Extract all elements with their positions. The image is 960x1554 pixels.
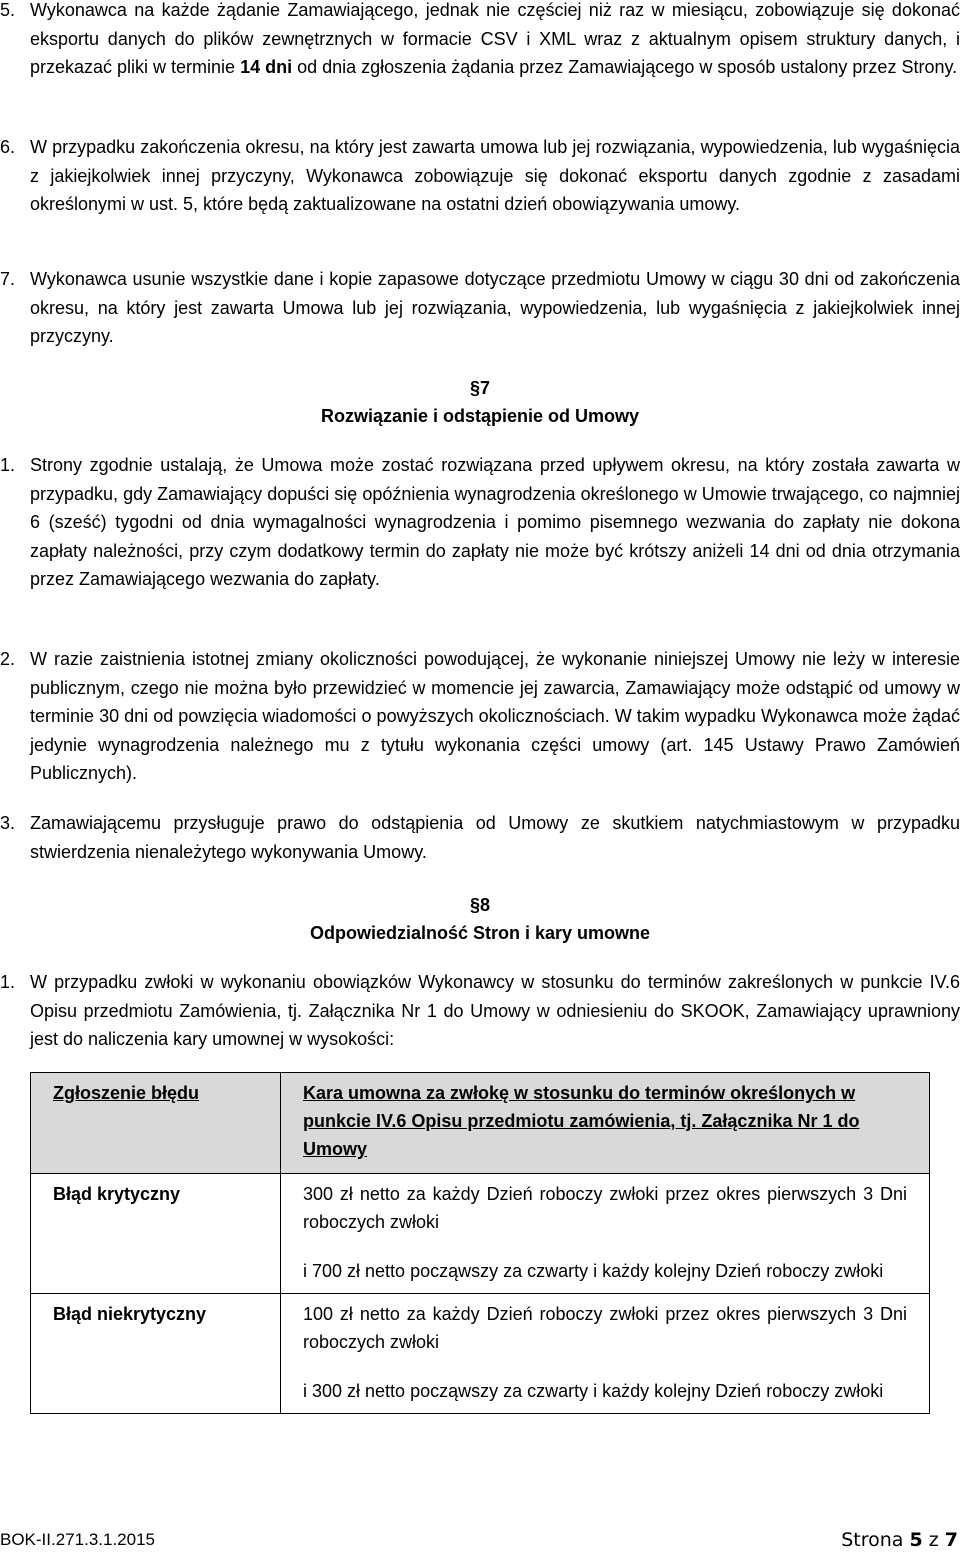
paragraph-5 (0, 0, 960, 82)
table-header-text: Kara umowna za zwłokę w stosunku do terminów określonych w punkcie IV.6 Opisu przedmiotu zamówienia, tj. Załącznika Nr 1 do Umowy (303, 1083, 860, 1159)
page-separator: z (928, 1529, 939, 1551)
paragraph-number: 6. (0, 137, 16, 157)
paragraph-text-part: Wykonawca na każde żądanie Zamawiającego, jednak nie częściej niż raz w miesiącu, zobowiązuje się dokonać eksportu danych do plików zewnętrznych w formacie CSV i XML wraz z aktualnym opisem struktury danych, i przekazać pliki w terminie (30, 0, 960, 77)
penalty-line: i 700 zł netto począwszy za czwarty i każdy kolejny Dzień roboczy zwłoki (303, 1261, 884, 1281)
section-8-item-1 (0, 968, 960, 1054)
page-current: 5 (909, 1529, 923, 1551)
paragraph-text: W przypadku zakończenia okresu, na który jest zawarta umowa lub jej rozwiązania, wypowiedzenia, lub wygaśnięcia z jakiejkolwiek innej przyczyny, Wykonawca zobowiązuje się dokonać eksportu danych zgodnie z zasadami określonymi w ust. 5, które będą zaktualizowane na ostatni dzień obowiązywania umowy. (30, 137, 960, 214)
paragraph-7 (0, 265, 960, 351)
paragraph-number: 5. (0, 0, 16, 20)
paragraph-text-bold: 14 dni (240, 57, 293, 77)
paragraph-text: Wykonawca usunie wszystkie dane i kopie zapasowe dotyczące przedmiotu Umowy w ciągu 30 dni od zakończenia okresu, na który jest zawarta Umowa lub jej rozwiązania, wypowiedzenia, lub wygaśnięcia z jakiejkolwiek innej przyczyny. (30, 269, 960, 346)
page-label: Strona (841, 1529, 904, 1551)
paragraph-text (0, 0, 960, 82)
section-7-heading (0, 374, 960, 430)
paragraph-number: 3. (0, 813, 16, 833)
penalty-table (30, 1072, 930, 1414)
section-number (0, 374, 960, 402)
table-header-cell (281, 1073, 930, 1174)
section-title: Rozwiązanie i odstąpienie od Umowy (320, 406, 640, 426)
paragraph-text: Strony zgodnie ustalają, że Umowa może zostać rozwiązana przed upływem okresu, na który została zawarta w przypadku, gdy Zamawiający dopuści się opóźnienia wynagrodzenia określonego w Umowie trwającego, co najmniej 6 (sześć) tygodni od dnia wymagalności wynagrodzenia i pomimo pisemnego wezwania do zapłaty nie dokona zapłaty należności, przy czym dodatkowy termin do zapłaty nie może być krótszy aniżeli 14 dni od dnia otrzymania przez Zamawiającego wezwania do zapłaty. (30, 455, 960, 589)
table-cell-label: Błąd niekrytyczny (31, 1294, 281, 1414)
table-header-text: Zgłoszenie błędu (53, 1083, 200, 1103)
table-header-row (31, 1073, 930, 1174)
page-total: 7 (944, 1529, 958, 1551)
penalty-line: 100 zł netto za każdy Dzień roboczy zwłoki przez okres pierwszych 3 Dni roboczych zwłoki (303, 1304, 907, 1352)
table-cell-penalty (281, 1294, 930, 1414)
paragraph-6 (0, 133, 960, 219)
section-title: Odpowiedzialność Stron i kary umowne (309, 923, 651, 943)
page-counter (841, 1528, 958, 1552)
paragraph-text: Zamawiającemu przysługuje prawo do odstąpienia od Umowy ze skutkiem natychmiastowym w przypadku stwierdzenia nienależytego wykonywania Umowy. (30, 813, 960, 862)
paragraph-text: W przypadku zwłoki w wykonaniu obowiązków Wykonawcy w stosunku do terminów zakreślonych w punkcie IV.6 Opisu przedmiotu Zamówienia, tj. Załącznika Nr 1 do Umowy w odniesieniu do SKOOK, Zamawiający uprawniony jest do naliczenia kary umownej w wysokości: (30, 972, 960, 1049)
table-row (31, 1174, 930, 1294)
section-7-item-3 (0, 809, 960, 866)
paragraph-number: 1. (0, 972, 16, 992)
table-cell-label: Błąd krytyczny (31, 1174, 281, 1294)
section-number (0, 891, 960, 919)
section-7-item-1 (0, 451, 960, 594)
paragraph-text: W razie zaistnienia istotnej zmiany okoliczności powodującej, że wykonanie niniejszej Umowy nie leży w interesie publicznym, czego nie można było przewidzieć w momencie jej zawarcia, Zamawiający może odstąpić od umowy w terminie 30 dni od powzięcia wiadomości o powyższych okolicznościach. W takim wypadku Wykonawca może żądać jedynie wynagrodzenia należnego mu z tytułu wykonania części umowy (art. 145 Ustawy Prawo Zamówień Publicznych). (30, 649, 960, 783)
paragraph-number: 7. (0, 269, 16, 289)
section-number-value: 7 (480, 378, 491, 398)
table-row (31, 1294, 930, 1414)
document-reference: BOK-II.271.3.1.2015 (0, 1530, 155, 1549)
penalty-line: 300 zł netto za każdy Dzień roboczy zwłoki przez okres pierwszych 3 Dni roboczych zwłoki (303, 1184, 907, 1232)
penalty-line: i 300 zł netto począwszy za czwarty i każdy kolejny Dzień roboczy zwłoki (303, 1381, 884, 1401)
table-cell-penalty (281, 1174, 930, 1294)
table-header-cell (31, 1073, 281, 1174)
section-sign: § (469, 895, 480, 915)
paragraph-text-part: od dnia zgłoszenia żądania przez Zamawiającego w sposób ustalony przez Strony. (292, 57, 958, 77)
section-7-item-2 (0, 645, 960, 788)
paragraph-number: 2. (0, 649, 16, 669)
paragraph-number: 1. (0, 455, 16, 475)
section-number-value: 8 (480, 895, 491, 915)
section-sign: § (469, 378, 480, 398)
section-8-heading (0, 891, 960, 947)
